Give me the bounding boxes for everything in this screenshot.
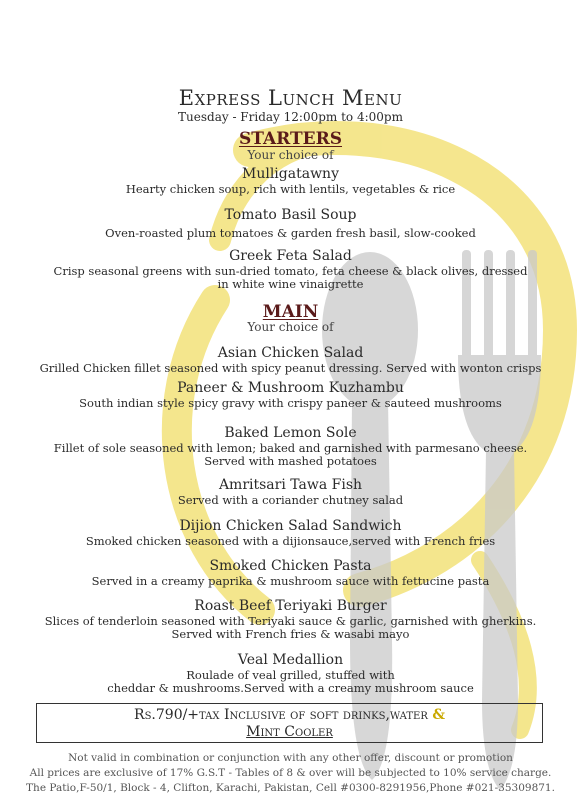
item-description: Grilled Chicken fillet seasoned with spicy peanut dressing. Served with wonton crisps — [39, 361, 542, 375]
price-line-2 — [37, 724, 542, 740]
item-description: Smoked chicken seasoned with a dijionsauce,served with French fries — [85, 534, 496, 548]
item-description-cont: Served with mashed potatoes — [204, 454, 377, 468]
item-description: Served in a creamy paprika & mushroom sauce with fettucine pasta — [91, 574, 490, 588]
item-name: Greek Feta Salad — [229, 248, 352, 264]
menu-item — [0, 248, 581, 291]
price-line — [37, 707, 542, 723]
menu-item — [0, 518, 581, 548]
main-heading: MAIN — [262, 302, 319, 322]
item-description: South indian style spicy gravy with crispy paneer & sauteed mushrooms — [79, 396, 502, 410]
item-description: Crisp seasonal greens with sun-dried tomato, feta cheese & black olives, dressed — [53, 264, 528, 278]
starters-choice-note: Your choice of — [247, 148, 334, 162]
item-description: Oven-roasted plum tomatoes & garden fresh basil, slow-cooked — [105, 226, 476, 240]
item-name: Asian Chicken Salad — [217, 345, 364, 361]
menu-item — [0, 166, 581, 196]
item-description-cont: in white wine vinaigrette — [217, 277, 364, 291]
price-box — [36, 703, 543, 743]
item-name: Veal Medallion — [237, 652, 344, 668]
item-description: Hearty chicken soup, rich with lentils, vegetables & rice — [125, 182, 456, 196]
item-description-cont: cheddar & mushrooms.Served with a creamy mushroom sauce — [107, 681, 474, 695]
footer-tax-note: All prices are exclusive of 17% G.S.T - Tables of 8 & over will be subjected to 10% service charge. — [29, 767, 552, 779]
price-text-cont: Mint Cooler — [246, 724, 333, 740]
service-hours: Tuesday - Friday 12:00pm to 4:00pm — [178, 110, 403, 124]
item-name: Smoked Chicken Pasta — [209, 558, 372, 574]
menu-item — [0, 345, 581, 375]
starters-heading: STARTERS — [238, 129, 343, 149]
item-name: Tomato Basil Soup — [224, 207, 357, 223]
price-text: Rs.790/+tax Inclusive of soft drinks,water — [134, 707, 428, 723]
menu-item — [0, 380, 581, 410]
footer-address: The Patio,F-50/1, Block - 4, Clifton, Karachi, Pakistan, Cell #0300-8291956,Phone #021-35309871. — [26, 782, 555, 794]
item-name: Dijion Chicken Salad Sandwich — [179, 518, 402, 534]
item-name: Mulligatawny — [242, 166, 339, 182]
menu-item — [0, 425, 581, 468]
ampersand: & — [432, 707, 445, 723]
footer-terms: Not valid in combination or conjunction with any other offer, discount or promotion — [68, 752, 513, 764]
menu-item — [0, 207, 581, 240]
menu-item — [0, 598, 581, 641]
item-description: Roulade of veal grilled, stuffed with — [186, 668, 395, 682]
item-name: Baked Lemon Sole — [224, 425, 357, 441]
item-name: Roast Beef Teriyaki Burger — [194, 598, 387, 614]
item-description: Slices of tenderloin seasoned with Teriyaki sauce & garlic, garnished with gherkins. — [44, 614, 537, 628]
main-choice-note: Your choice of — [247, 320, 334, 334]
item-name: Amritsari Tawa Fish — [218, 477, 363, 493]
menu-item — [0, 652, 581, 695]
item-name: Paneer & Mushroom Kuzhambu — [177, 380, 404, 396]
item-description: Served with a coriander chutney salad — [177, 493, 404, 507]
item-description: Fillet of sole seasoned with lemon; baked and garnished with parmesano cheese. — [53, 441, 528, 455]
menu-item — [0, 477, 581, 507]
item-description-cont: Served with French fries & wasabi mayo — [171, 627, 410, 641]
menu-title: Express Lunch Menu — [178, 86, 403, 110]
menu-item — [0, 558, 581, 588]
